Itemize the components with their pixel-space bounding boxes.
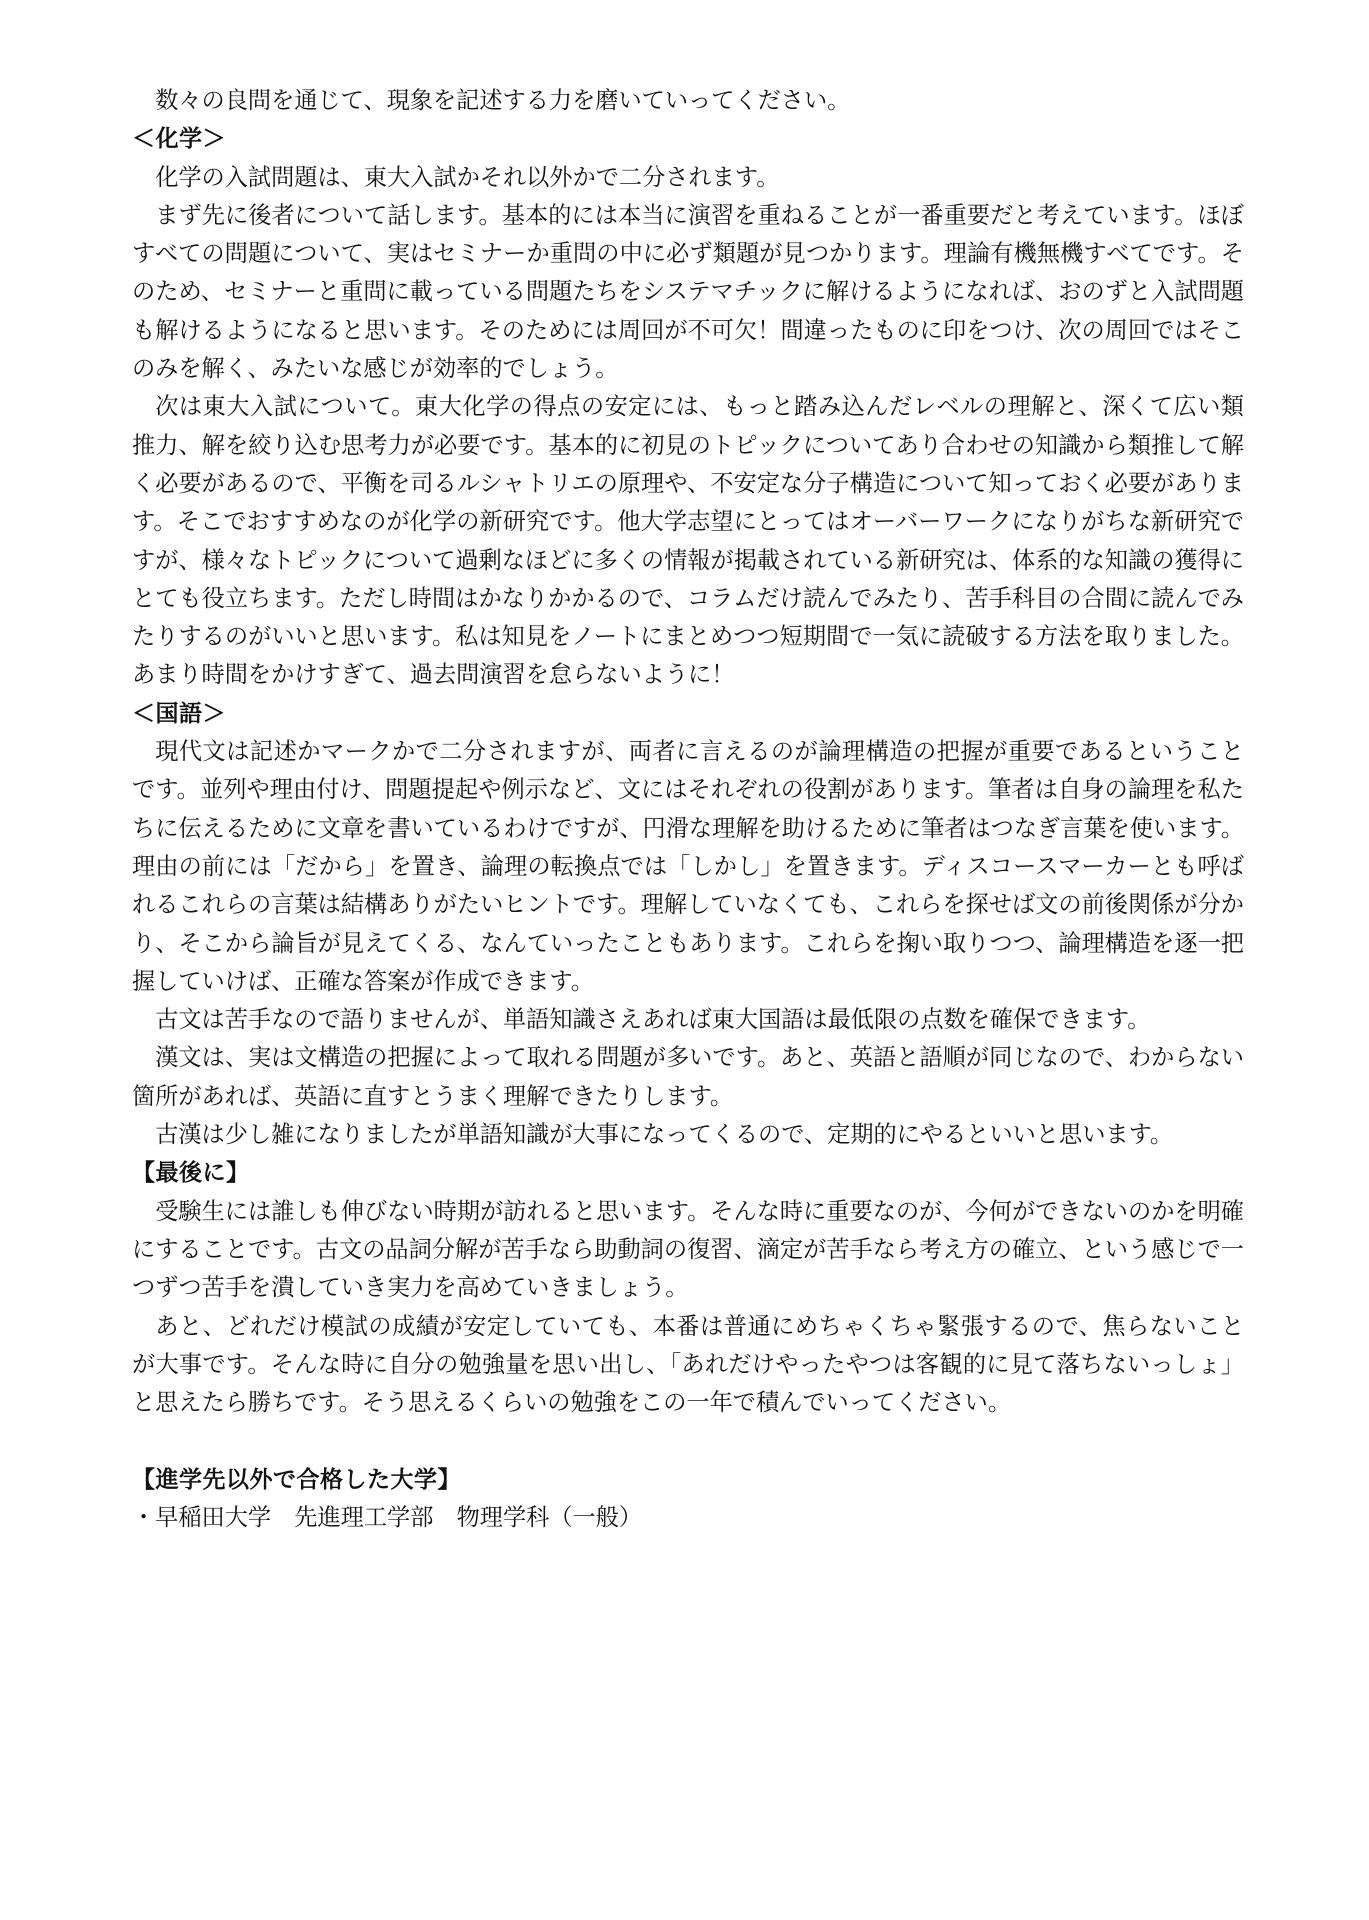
japanese-paragraph-4: 古漢は少し雑になりましたが単語知識が大事になってくるので、定期的にやるといいと思います。 — [155, 1121, 1174, 1149]
closing-paragraph-2: あと、どれだけ模試の成績が安定していても、本番は普通にめちゃくちゃ緊張するので、焦らないことが大事です。そんな時に自分の勉強量を思い出し、「あれだけやったやつは客観的に見て落ちないっしょ」と思えたら勝ちです。そう思えるくらいの勉強をこの一年で積んでいってください。 — [132, 1312, 1244, 1417]
list-item: ・早稲田大学 先進理工学部 物理学科（一般） — [132, 1503, 643, 1531]
japanese-paragraph-1: 現代文は記述かマークかで二分されますが、両者に言えるのが論理構造の把握が重要であるということです。並列や理由付け、問題提起や例示など、文にはそれぞれの役割があります。筆者は自身の論理を私たちに伝えるために文章を書いているわけですが、円滑な理解を助けるために筆者はつなぎ言葉を使います。理由の前には「だから」を置き、論理の転換点では「しかし」を置きます。ディスコースマーカーとも呼ばれるこれらの言葉は結構ありがたいヒントです。理解していなくても、これらを探せば文の前後関係が分かり、そこから論旨が見えてくる、なんていったこともあります。これらを掬い取りつつ、論理構造を逐一把握していけば、正確な答案が作成できます。 — [132, 738, 1244, 995]
japanese-paragraph-2: 古文は苦手なので語りませんが、単語知識さえあれば東大国語は最低限の点数を確保できます。 — [155, 1006, 1151, 1034]
other-universities-heading: 【進学先以外で合格した大学】 — [132, 1466, 461, 1493]
chemistry-paragraph-2: まず先に後者について話します。基本的には本当に演習を重ねることが一番重要だと考えています。ほぼすべての問題について、実はセミナーか重問の中に必ず類題が見つかります。理論有機無機すべてです。そのため、セミナーと重問に載っている問題たちをシステマチックに解けるようになれば、おのずと入試問題も解けるようになると思います。そのためには周回が不可欠！間違ったものに印をつけ、次の周回ではそこのみを解く、みたいな感じが効率的でしょう。 — [132, 201, 1244, 383]
japanese-paragraph-3: 漢文は、実は文構造の把握によって取れる問題が多いです。あと、英語と語順が同じなので、わからない箇所があれば、英語に直すとうまく理解できたりします。 — [132, 1044, 1244, 1110]
japanese-heading: ＜国語＞ — [132, 700, 226, 727]
chemistry-heading: ＜化学＞ — [132, 126, 226, 153]
closing-heading: 【最後に】 — [132, 1160, 250, 1187]
intro-paragraph: 数々の良問を通じて、現象を記述する力を磨いていってください。 — [155, 87, 851, 114]
chemistry-paragraph-3: 次は東大入試について。東大化学の得点の安定には、もっと踏み込んだレベルの理解と、深くて広い類推力、解を絞り込む思考力が必要です。基本的に初見のトピックについてあり合わせの知識から類推して解く必要があるので、平衡を司るルシャトリエの原理や、不安定な分子構造について知っておく必要があります。そこでおすすめなのが化学の新研究です。他大学志望にとってはオーバーワークになりがちな新研究ですが、様々なトピックについて過剰なほどに多くの情報が掲載されている新研究は、体系的な知識の獲得にとても役立ちます。ただし時間はかなりかかるので、コラムだけ読んでみたり、苦手科目の合間に読んでみたりするのがいいと思います。私は知見をノートにまとめつつ短期間で一気に読破する方法を取りました。あまり時間をかけすぎて、過去問演習を怠らないように！ — [132, 393, 1244, 689]
chemistry-paragraph-1: 化学の入試問題は、東大入試かそれ以外かで二分されます。 — [155, 163, 780, 191]
section-spacer — [132, 1422, 1244, 1460]
other-universities-list — [132, 1499, 1244, 1537]
closing-paragraph-1: 受験生には誰しも伸びない時期が訪れると思います。そんな時に重要なのが、今何ができないのかを明確にすることです。古文の品詞分解が苦手なら助動詞の復習、滴定が苦手なら考え方の確立、という感じで一つずつ苦手を潰していき実力を高めていきましょう。 — [132, 1197, 1244, 1302]
document-page — [132, 82, 1244, 1537]
